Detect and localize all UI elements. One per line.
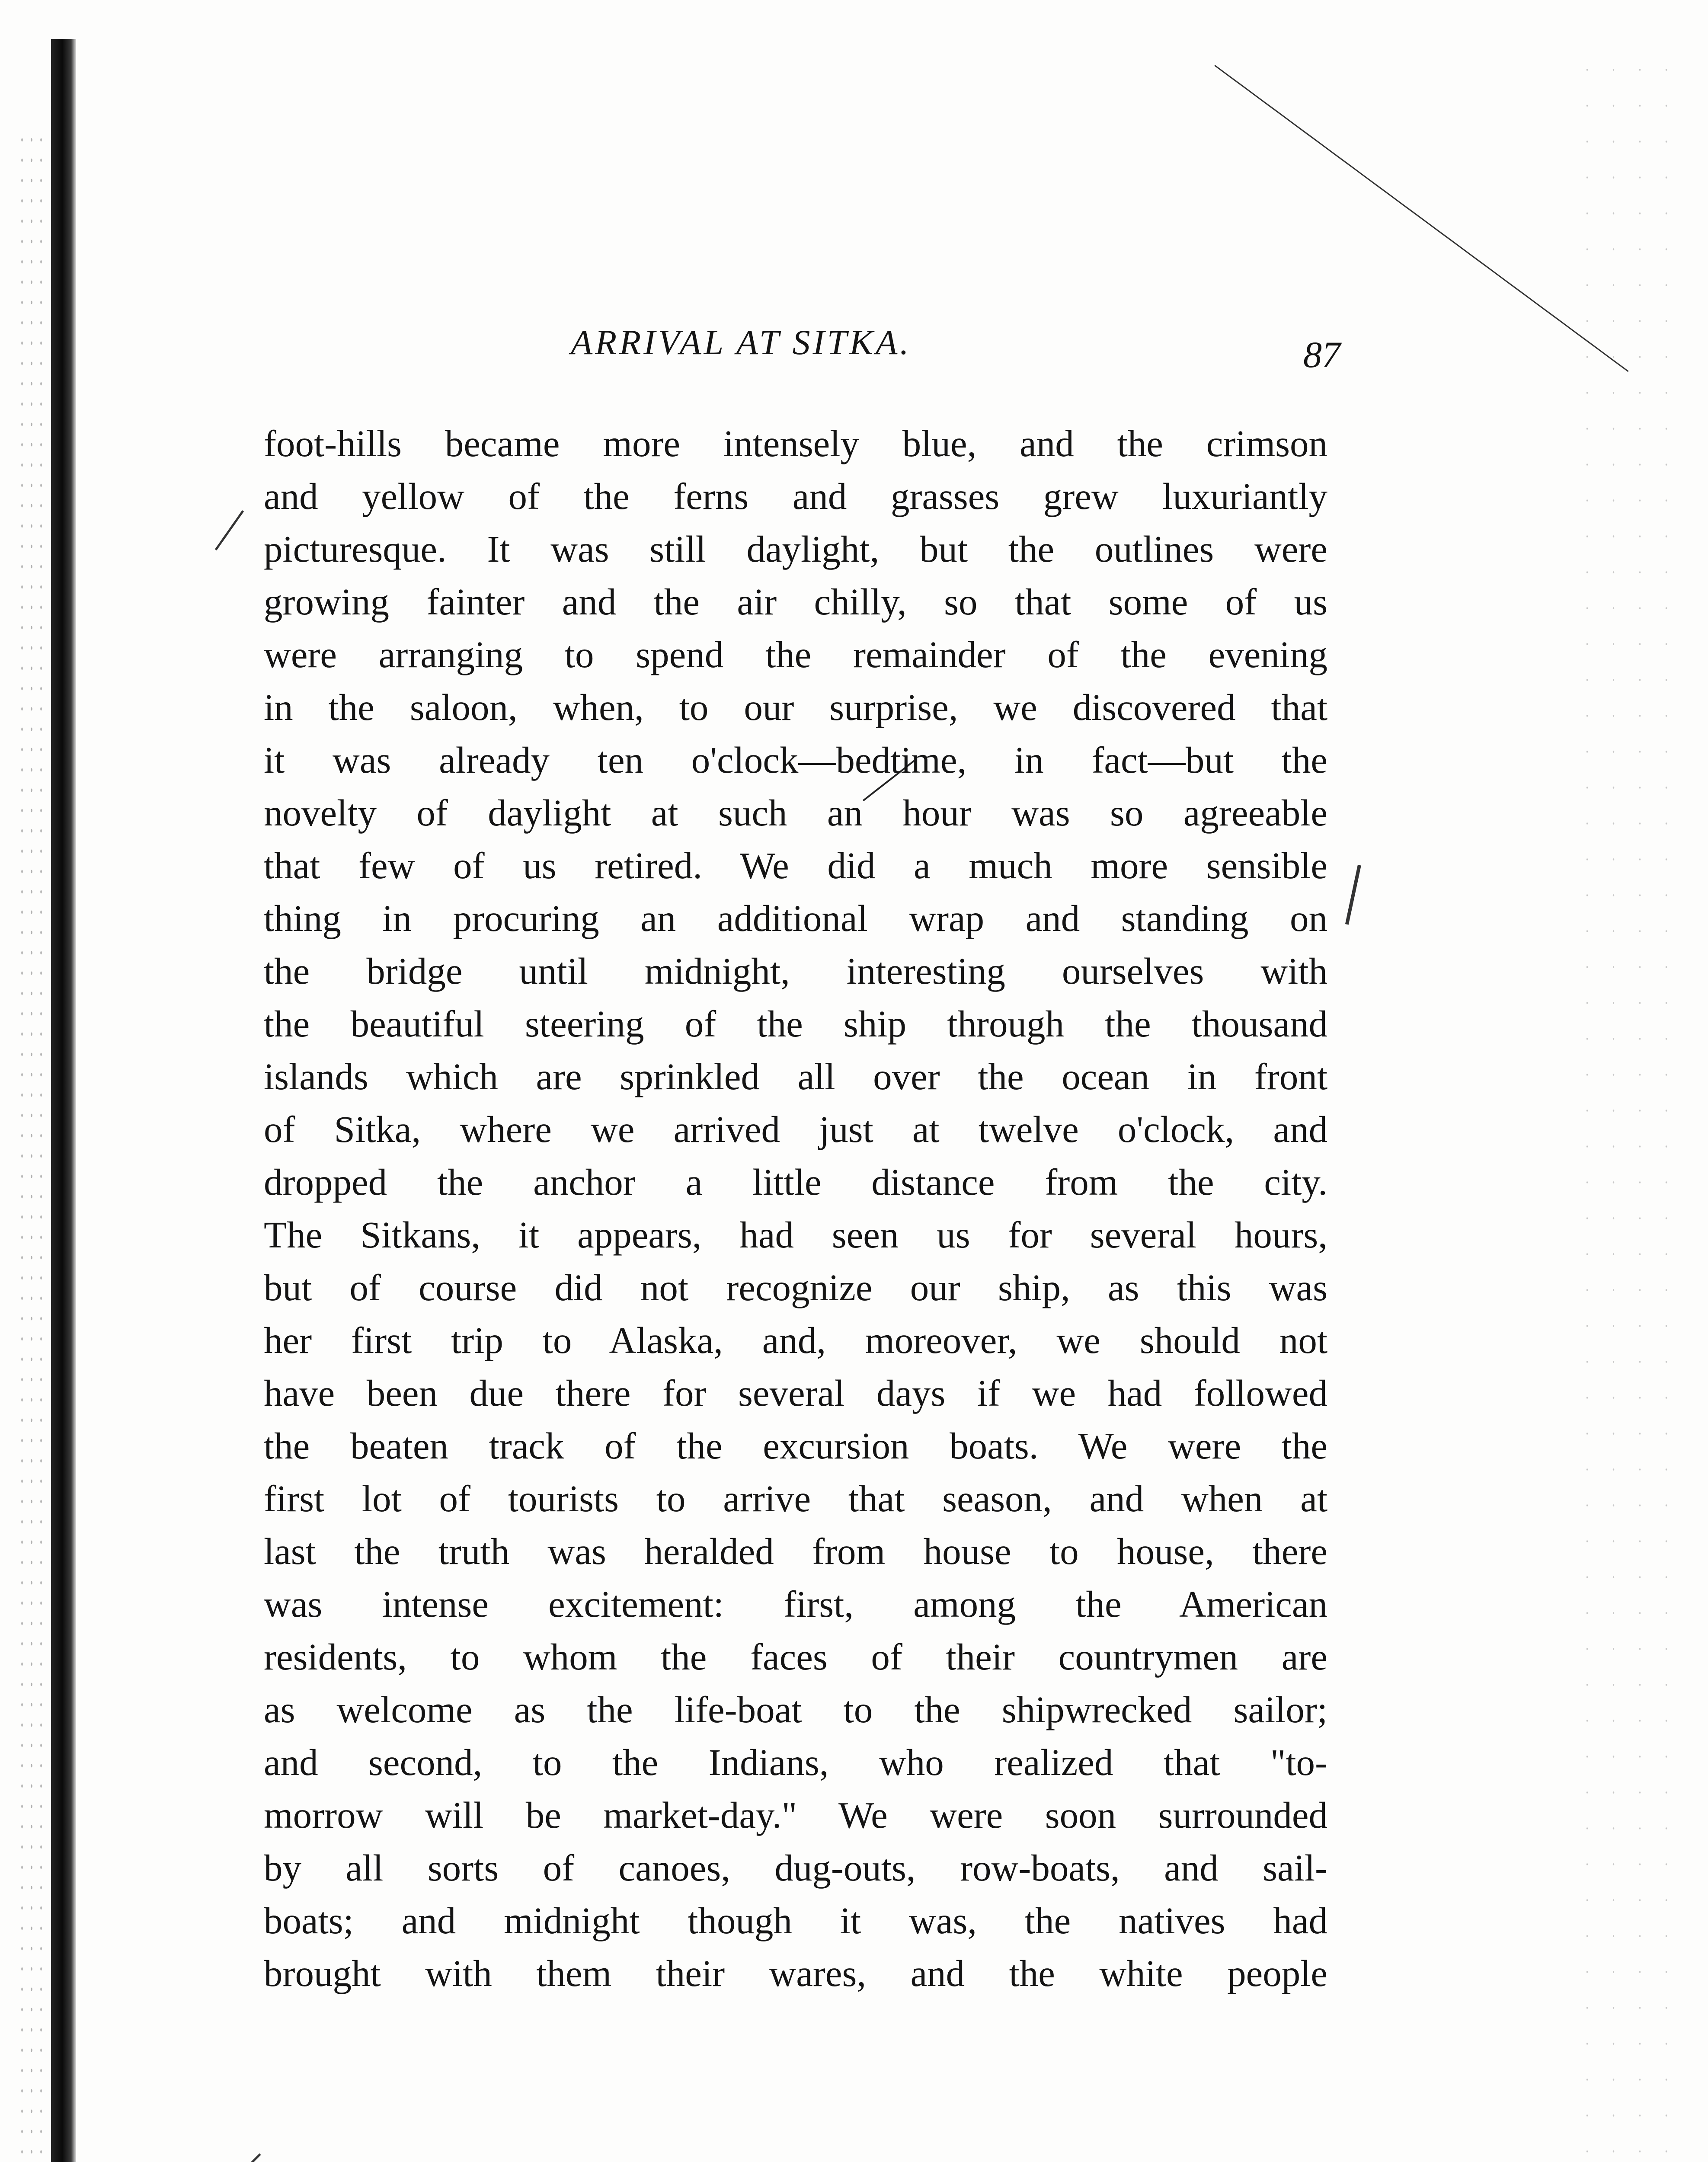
text-line: were arranging to spend the remainder of the evening: [264, 633, 1327, 675]
body-text: [264, 417, 1327, 2000]
text-line: islands which are sprinkled all over the ocean in front: [264, 1055, 1327, 1097]
text-line: morrow will be market-day." We were soon surrounded: [264, 1794, 1327, 1836]
text-line: it was already ten o'clock—bedtime, in fact—but the: [264, 739, 1327, 781]
text-line: as welcome as the life-boat to the shipwrecked sailor;: [264, 1689, 1327, 1730]
text-line: foot-hills became more intensely blue, and the crimson: [264, 422, 1327, 464]
text-line: picturesque. It was still daylight, but the outlines were: [264, 528, 1327, 570]
text-line: was intense excitement: first, among the American: [264, 1583, 1327, 1625]
text-line: last the truth was heralded from house to house, there: [264, 1530, 1327, 1572]
scan-noise-right: [1574, 52, 1686, 2162]
text-line: The Sitkans, it appears, had seen us for several hours,: [264, 1214, 1327, 1256]
text-line: the beautiful steering of the ship through the thousand: [264, 1003, 1327, 1045]
margin-pencil-mark: [1345, 865, 1361, 925]
text-line: by all sorts of canoes, dug-outs, row-boats, and sail-: [264, 1847, 1327, 1889]
text-line: the beaten track of the excursion boats. We were the: [264, 1425, 1327, 1467]
text-line: and yellow of the ferns and grasses grew luxuriantly: [264, 475, 1327, 517]
page-number: 87: [1303, 334, 1340, 375]
running-header: ARRIVAL AT SITKA.: [571, 323, 912, 362]
text-line: the bridge until midnight, interesting ourselves with: [264, 950, 1327, 992]
text-line: that few of us retired. We did a much more sensible: [264, 844, 1327, 886]
text-line: boats; and midnight though it was, the natives had: [264, 1900, 1327, 1941]
text-line: growing fainter and the air chilly, so that some of us: [264, 581, 1327, 623]
text-line: novelty of daylight at such an hour was so agreeable: [264, 792, 1327, 834]
binding-speckle: [17, 130, 48, 2162]
text-line: brought with them their wares, and the white people: [264, 1952, 1327, 1994]
text-line: thing in procuring an additional wrap and standing on: [264, 897, 1327, 939]
margin-pencil-mark: [247, 2153, 261, 2162]
text-line: but of course did not recognize our ship, as this was: [264, 1266, 1327, 1308]
text-line: her first trip to Alaska, and, moreover, we should not: [264, 1319, 1327, 1361]
text-line: have been due there for several days if we had followed: [264, 1372, 1327, 1414]
margin-pencil-mark: [215, 510, 244, 550]
text-line: in the saloon, when, to our surprise, we discovered that: [264, 686, 1327, 728]
binding-edge: [51, 39, 76, 2162]
text-line: and second, to the Indians, who realized that "to-: [264, 1741, 1327, 1783]
text-line: residents, to whom the faces of their countrymen are: [264, 1636, 1327, 1678]
text-line: first lot of tourists to arrive that season, and when at: [264, 1478, 1327, 1519]
text-line: dropped the anchor a little distance from the city.: [264, 1161, 1327, 1203]
text-line: of Sitka, where we arrived just at twelve o'clock, and: [264, 1108, 1327, 1150]
